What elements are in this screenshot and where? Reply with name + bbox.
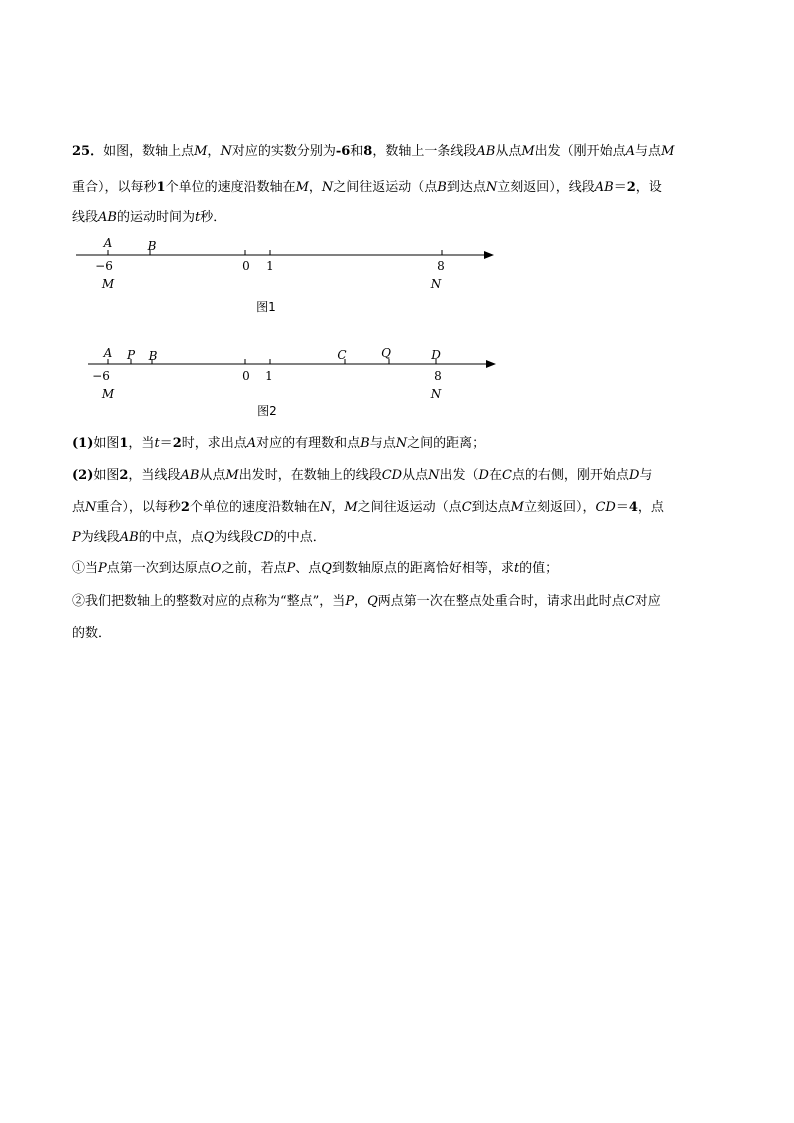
- tick-label: 1: [266, 259, 274, 273]
- question-line-1: 25．如图，数轴上点M，N对应的实数分别为-6和8，数轴上一条线段AB从点M出发（刚开始点A与点M: [72, 144, 675, 159]
- tick-label: 8: [437, 259, 445, 273]
- part-2-line-3: P为线段AB的中点，点Q为线段CD的中点．: [72, 530, 326, 545]
- part-1: (1)如图1，当t＝2时，求出点A对应的有理数和点B与点N之间的距离；: [72, 436, 486, 451]
- part-label: (2): [72, 468, 94, 483]
- tick-label: −6: [95, 259, 113, 273]
- question-number: 25．: [72, 144, 104, 159]
- point-label-B: B: [148, 349, 158, 363]
- point-label-M: M: [101, 387, 115, 401]
- point-label-P: P: [126, 348, 136, 362]
- figure-caption: 图1: [256, 300, 276, 314]
- point-label-C: C: [337, 348, 347, 362]
- question-line-3: 线段AB的运动时间为t秒．: [72, 210, 227, 225]
- point-label-Q: Q: [381, 346, 391, 360]
- tick-label: 1: [265, 369, 273, 383]
- sub-label: ②: [72, 594, 86, 609]
- tick-label: 0: [242, 369, 250, 383]
- point-label-D: D: [431, 348, 441, 362]
- figure-2-number-line: [0, 0, 794, 430]
- axis-arrow: [486, 360, 496, 368]
- sub-label: ①: [72, 561, 86, 576]
- point-label-N: N: [430, 277, 442, 291]
- point-label-A: A: [103, 346, 113, 360]
- part-label: (1): [72, 436, 94, 451]
- tick-label: 0: [242, 259, 250, 273]
- question-line-2: 重合），以每秒1个单位的速度沿数轴在M，N之间往返运动（点B到达点N立刻返回），线段AB＝2，设: [72, 180, 662, 195]
- sub-question-2-line-1: ②我们把数轴上的整数对应的点称为“整点”，当P，Q两点第一次在整点处重合时，请求出此时点C对应: [72, 594, 661, 609]
- sub-question-1: ①当P点第一次到达原点O之前，若点P、点Q到数轴原点的距离恰好相等，求t的值；: [72, 561, 559, 576]
- figure-caption: 图2: [257, 404, 277, 418]
- sub-question-2-line-2: 的数．: [72, 626, 112, 641]
- tick-label: −6: [92, 369, 110, 383]
- point-label-A: A: [103, 236, 113, 250]
- point-label-B: B: [147, 239, 157, 253]
- part-2-line-1: (2)如图2，当线段AB从点M出发时，在数轴上的线段CD从点N出发（D在C点的右侧，刚开始点D与: [72, 468, 653, 483]
- point-label-N: N: [430, 387, 442, 401]
- part-2-line-2: 点N重合），以每秒2个单位的速度沿数轴在N，M之间往返运动（点C到达点M立刻返回），CD＝4，点: [72, 500, 664, 515]
- point-label-M: M: [101, 277, 115, 291]
- tick-label: 8: [434, 369, 442, 383]
